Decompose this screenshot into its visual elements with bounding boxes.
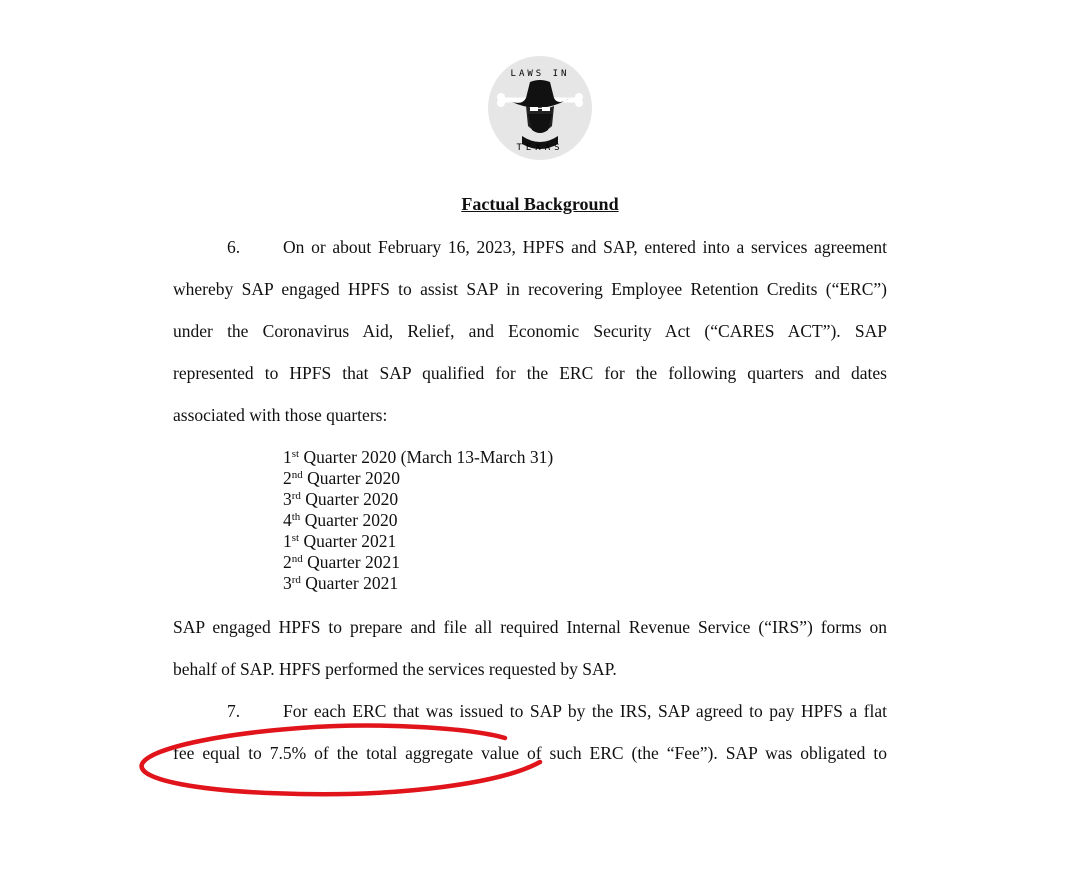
paragraph-number: 6. [227, 237, 241, 257]
quarter-list [283, 447, 553, 594]
paragraph-line: represented to HPFS that SAP qualified for the ERC for the following quarters and dates [173, 363, 887, 383]
paragraph-line: behalf of SAP. HPFS performed the services requested by SAP. [173, 659, 617, 679]
laws-in-texas-logo [488, 56, 592, 160]
paragraph-line: On or about February 16, 2023, HPFS and SAP, entered into a services agreement [283, 237, 887, 257]
list-item: 1st Quarter 2020 (March 13-March 31) [283, 447, 554, 467]
list-item: 3rd Quarter 2021 [283, 573, 399, 593]
paragraph-line: associated with those quarters: [173, 405, 388, 425]
paragraph-line: fee equal to 7.5% of the total aggregate value of such ERC (the “Fee”). SAP was obligated to [173, 743, 887, 763]
paragraph-line: whereby SAP engaged HPFS to assist SAP in recovering Employee Retention Credits (“ERC”) [173, 279, 887, 299]
list-item: 1st Quarter 2021 [283, 531, 397, 551]
list-item: 2nd Quarter 2021 [283, 552, 400, 572]
logo-top-text: LAWS IN [510, 69, 570, 79]
section-heading: Factual Background [461, 194, 619, 214]
list-item: 2nd Quarter 2020 [283, 468, 400, 488]
paragraph-line: under the Coronavirus Aid, Relief, and Economic Security Act (“CARES ACT”). SAP [173, 321, 887, 341]
logo-bottom-text: TEXAS [516, 143, 564, 153]
paragraph-line: For each ERC that was issued to SAP by the IRS, SAP agreed to pay HPFS a flat [283, 701, 887, 721]
list-item: 4th Quarter 2020 [283, 510, 398, 530]
list-item: 3rd Quarter 2020 [283, 489, 399, 509]
paragraph-number: 7. [227, 701, 241, 721]
paragraph-line: SAP engaged HPFS to prepare and file all required Internal Revenue Service (“IRS”) forms on [173, 617, 887, 637]
